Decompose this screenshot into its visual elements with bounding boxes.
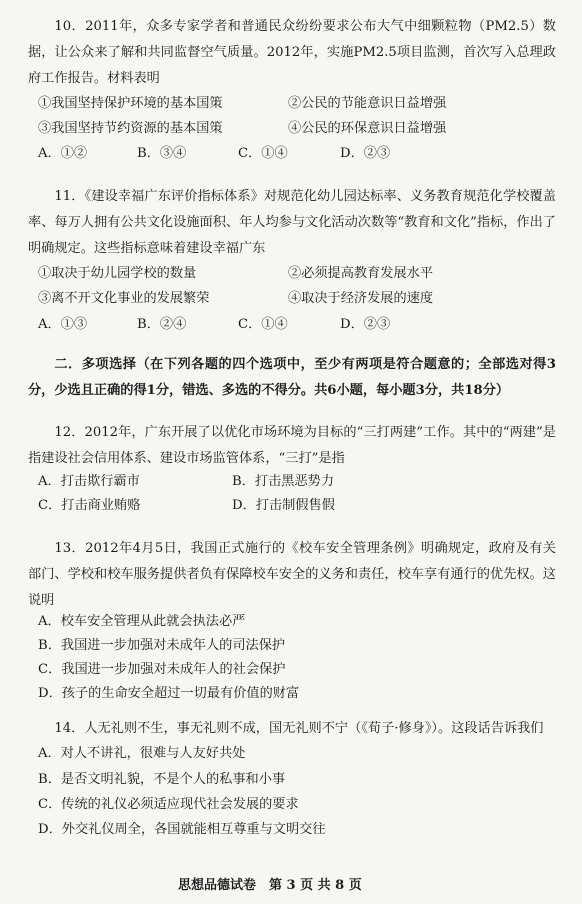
q11-option-a: A．①③ xyxy=(38,317,88,332)
q11-stem: 11．《建设幸福广东评价指标体系》对规范化幼儿园达标率、义务教育规范化学校覆盖率、每万人拥有公共文化设施面积、年人均参与文化活动次数等“教育和文化”指标，作出了明确规定。这些指标意味着建设幸福广东 xyxy=(28,189,556,256)
q13-option-d: D．孩子的生命安全超过一切最有价值的财富 xyxy=(38,686,300,701)
q11-statement-3: ③离不开文化事业的发展繁荣 xyxy=(38,291,210,306)
q10-statement-1: ①我国坚持保护环境的基本国策 xyxy=(38,96,223,111)
q10-stem: 10．2011年，众多专家学者和普通民众纷纷要求公布大气中细颗粒物（PM2.5）数据，让公众来了解和共同监督空气质量。2012年，实施PM2.5项目监测，首次写入总理政府工作报告。材料表明 xyxy=(28,19,556,86)
q14-stem: 14．人无礼则不生，事无礼则不成，国无礼则不宁（《荀子·修身》）。这段话告诉我们 xyxy=(54,721,544,736)
q11-option-b: B．②④ xyxy=(137,317,187,332)
q10-option-a: A．①② xyxy=(38,146,88,161)
q11-statement-4: ④取决于经济发展的速度 xyxy=(288,291,434,306)
q13-option-c: C．我国进一步加强对未成年人的社会保护 xyxy=(38,662,286,677)
q10-option-b: B．③④ xyxy=(137,146,187,161)
section-2-heading: 二．多项选择（在下列各题的四个选项中，至少有两项是符合题意的；全部选对得3分，少选且正确的得1分，错选、多选的不得分。共6小题，每小题3分，共18分） xyxy=(28,357,556,398)
q11-statement-2: ②必须提高教育发展水平 xyxy=(288,266,434,281)
q13-stem: 13．2012年4月5日，我国正式施行的《校车安全管理条例》明确规定，政府及有关部门、学校和校车服务提供者负有保障校车安全的义务和责任，校车享有通行的优先权。这说明 xyxy=(28,541,556,608)
q14-option-b: B．是否文明礼貌，不是个人的私事和小事 xyxy=(38,772,286,787)
q13-option-a: A．校车安全管理从此就会执法必严 xyxy=(38,614,246,629)
q10-statement-4: ④公民的环保意识日益增强 xyxy=(288,121,447,136)
q10-option-d: D．②③ xyxy=(340,146,391,161)
q11-option-c: C．①④ xyxy=(238,317,288,332)
q10-statement-2: ②公民的节能意识日益增强 xyxy=(288,96,447,111)
q12-option-b: B．打击黑恶势力 xyxy=(232,474,335,489)
q14-option-c: C．传统的礼仪必须适应现代社会发展的要求 xyxy=(38,797,299,812)
q14-option-a: A．对人不讲礼，很难与人友好共处 xyxy=(38,746,246,761)
q13-option-b: B．我国进一步加强对未成年人的司法保护 xyxy=(38,638,286,653)
q12-option-a: A．打击欺行霸市 xyxy=(38,474,140,489)
page-footer: 思想品德试卷 第 3 页 共 8 页 xyxy=(178,878,362,893)
q12-stem: 12．2012年，广东开展了以优化市场环境为目标的“三打两建”工作。其中的“两建”是指建设社会信用体系、建设市场监管体系，“三打”是指 xyxy=(28,425,556,466)
q10-statement-3: ③我国坚持节约资源的基本国策 xyxy=(38,121,223,136)
q12-option-c: C．打击商业贿赂 xyxy=(38,498,141,513)
q14-option-d: D．外交礼仪周全，各国就能相互尊重与文明交往 xyxy=(38,822,326,837)
q11-statement-1: ①取决于幼儿园学校的数量 xyxy=(38,266,197,281)
q12-option-d: D．打击制假售假 xyxy=(232,498,335,513)
q11-option-d: D．②③ xyxy=(340,317,391,332)
q10-option-c: C．①④ xyxy=(238,146,288,161)
